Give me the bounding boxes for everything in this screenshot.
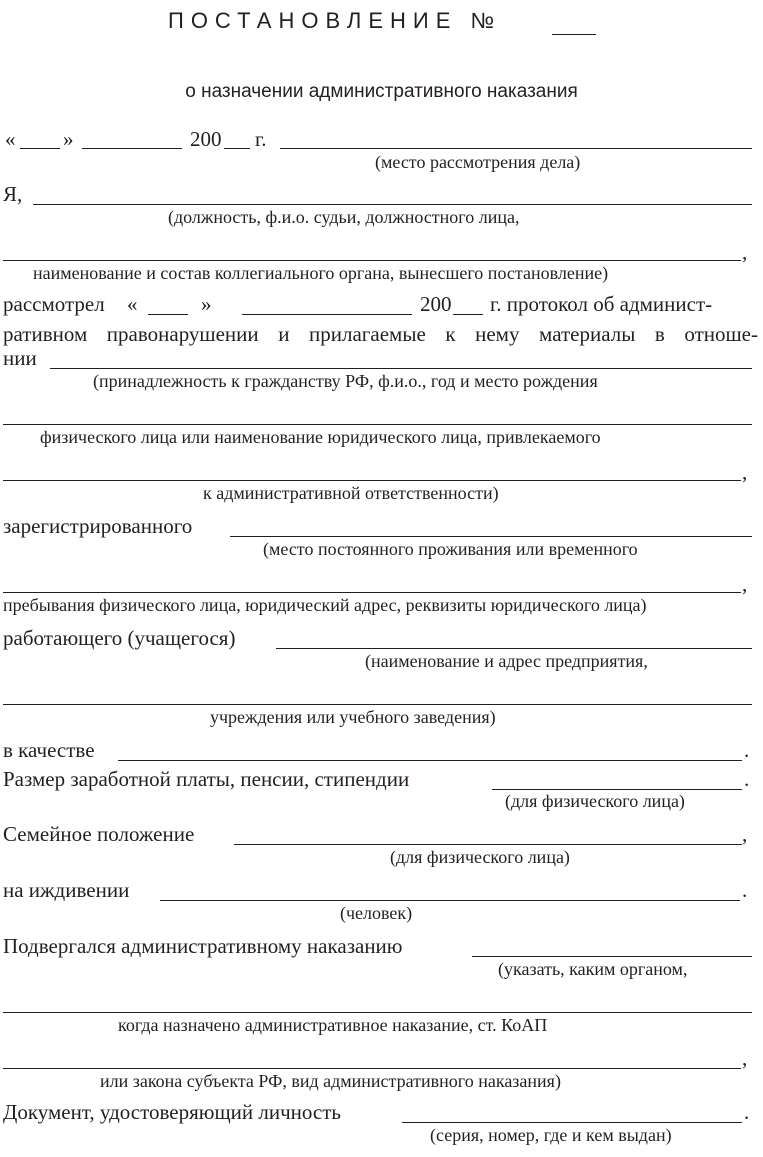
salary-hint: (для физического лица): [505, 791, 685, 811]
considered-label: рассмотрел: [3, 292, 105, 316]
working-label: работающего (учащегося): [3, 626, 236, 650]
date-quote-close: »: [63, 127, 74, 151]
prior-field[interactable]: [472, 956, 752, 957]
document-title: ПОСТАНОВЛЕНИЕ №: [168, 8, 502, 33]
dependents-field[interactable]: [160, 900, 740, 901]
judge-comma: ,: [742, 240, 748, 264]
dependents-label: на иждивении: [3, 878, 130, 902]
person-hint-3: к административной ответственности): [203, 483, 499, 503]
place-hint: (место рассмотрения дела): [375, 152, 581, 172]
document-period: .: [744, 1100, 750, 1124]
date-year-prefix: 200: [190, 127, 222, 151]
prior-hint-1: (указать, каким органом,: [498, 959, 688, 979]
regarding-label: нии: [3, 346, 37, 370]
date-month-field[interactable]: [82, 148, 182, 149]
family-field[interactable]: [234, 844, 742, 845]
registered-label: зарегистрированного: [3, 514, 193, 538]
materials-line: ративном правонарушении и прилагаемые к нему материалы в отноше-: [3, 322, 758, 346]
prior-comma: ,: [742, 1046, 748, 1070]
person-field[interactable]: [50, 368, 752, 369]
work-hint-2: учреждения или учебного заведения): [210, 707, 496, 727]
judge-hint-2: наименование и состав коллегиального органа, вынесшего постановление): [33, 263, 609, 283]
person-hint-1: (принадлежность к гражданству РФ, ф.и.о., год и место рождения: [93, 371, 598, 391]
residence-hint-2: пребывания физического лица, юридический адрес, реквизиты юридического лица): [3, 595, 647, 615]
family-comma: ,: [742, 822, 748, 846]
prior-field-2[interactable]: [3, 1012, 752, 1013]
considered-month-field[interactable]: [242, 314, 412, 315]
prior-hint-2: когда назначено административное наказание, ст. КоАП: [118, 1015, 548, 1035]
work-hint-1: (наименование и адрес предприятия,: [365, 651, 648, 671]
protocol-text: г. протокол об админист-: [490, 292, 713, 316]
number-field[interactable]: [552, 34, 596, 35]
considered-day-field[interactable]: [148, 314, 188, 315]
document-subtitle: о назначении административного наказания: [185, 81, 578, 102]
considered-quote-open: «: [127, 292, 138, 316]
judge-field-2[interactable]: [3, 260, 741, 261]
residence-field[interactable]: [230, 536, 752, 537]
document-hint: (серия, номер, где и кем выдан): [430, 1125, 672, 1145]
place-field[interactable]: [280, 148, 752, 149]
person-field-2[interactable]: [3, 424, 752, 425]
prior-hint-3: или закона субъекта РФ, вид административного наказания): [100, 1071, 561, 1091]
considered-year-field[interactable]: [453, 314, 483, 315]
judge-hint-1: (должность, ф.и.о. судьи, должностного лица,: [168, 207, 520, 227]
as-period: .: [744, 738, 750, 762]
document-label: Документ, удостоверяющий личность: [3, 1100, 341, 1124]
family-hint: (для физического лица): [390, 847, 570, 867]
considered-year-prefix: 200: [420, 292, 452, 316]
prior-field-3[interactable]: [3, 1068, 741, 1069]
person-comma: ,: [742, 460, 748, 484]
judge-field[interactable]: [33, 204, 752, 205]
as-field[interactable]: [118, 760, 742, 761]
workplace-field-2[interactable]: [3, 704, 752, 705]
salary-label: Размер заработной платы, пенсии, стипендии: [3, 767, 410, 791]
ya-label: Я,: [3, 182, 23, 206]
date-quote-open: «: [5, 127, 16, 151]
person-field-3[interactable]: [3, 480, 741, 481]
salary-period: .: [744, 767, 750, 791]
as-label: в качестве: [3, 738, 95, 762]
workplace-field[interactable]: [276, 648, 752, 649]
residence-comma: ,: [742, 572, 748, 596]
date-year-field[interactable]: [224, 148, 250, 149]
document-field[interactable]: [402, 1122, 742, 1123]
date-year-suffix: г.: [255, 127, 267, 151]
dependents-hint: (человек): [340, 903, 413, 923]
considered-quote-close: »: [201, 292, 212, 316]
date-day-field[interactable]: [20, 148, 60, 149]
residence-field-2[interactable]: [3, 592, 741, 593]
dependents-period: .: [742, 878, 748, 902]
person-hint-2: физического лица или наименование юридического лица, привлекаемого: [40, 427, 601, 447]
family-label: Семейное положение: [3, 822, 195, 846]
residence-hint-1: (место постоянного проживания или временного: [263, 539, 638, 559]
prior-label: Подвергался административному наказанию: [3, 934, 403, 958]
